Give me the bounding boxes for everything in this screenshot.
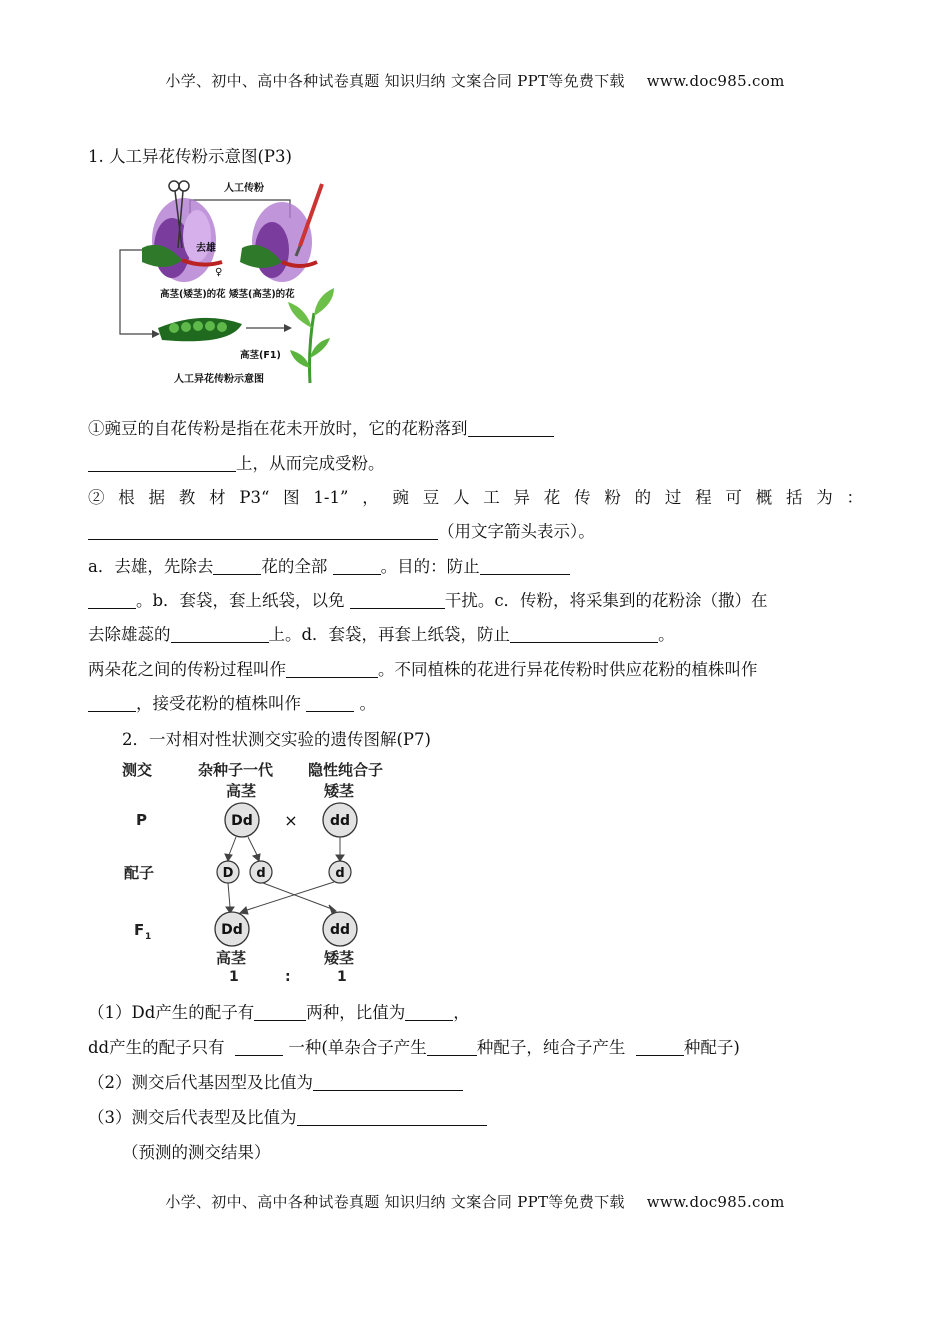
s1-step-c — [88, 624, 863, 646]
col-recessive: 隐性纯合子 — [308, 761, 384, 779]
text: 去除雄蕊的 — [88, 625, 171, 644]
s1-q2-line1: ②根据教材P3“图1-1”，豌豆人工异花传粉的过程可概括为： — [88, 488, 863, 507]
text: 。b．套袋，套上纸袋，以免 — [136, 591, 345, 610]
pollination-figure — [112, 178, 342, 390]
blank[interactable] — [171, 625, 269, 643]
blank[interactable] — [350, 591, 445, 609]
col-hybrid: 杂种子一代 — [198, 761, 274, 779]
header-text: 小学、初中、高中各种试卷真题 知识归纳 文案合同 PPT等免费下载 — [165, 72, 625, 90]
blank[interactable] — [88, 694, 136, 712]
blank[interactable] — [427, 1038, 477, 1056]
s1-q1-line2 — [88, 453, 863, 475]
page-footer — [0, 1191, 950, 1212]
col-testcross: 测交 — [122, 761, 153, 779]
text: a．去雄，先除去 — [88, 557, 214, 576]
page-header — [0, 70, 950, 91]
blank[interactable] — [286, 660, 378, 678]
p1-genotype: Dd — [231, 813, 253, 829]
gamete-D-label: D — [222, 866, 234, 881]
row-f1-sub: 1 — [145, 932, 152, 942]
female-symbol: ♀ — [215, 267, 223, 278]
text: 。 — [359, 694, 376, 713]
pollination-illustration — [112, 178, 342, 390]
text: 。 — [658, 625, 675, 644]
text: 。不同植株的花进行异花传粉时供应花粉的植株叫作 — [378, 660, 758, 679]
p2-phenotype: 矮茎 — [324, 782, 355, 800]
blank[interactable] — [405, 1003, 453, 1021]
s2-q1-line1 — [88, 1002, 863, 1024]
blank[interactable] — [213, 557, 261, 575]
blank[interactable] — [313, 1073, 463, 1091]
blank[interactable] — [254, 1003, 306, 1021]
blank[interactable] — [636, 1038, 684, 1056]
text: ，接受花粉的植株叫作 — [136, 694, 301, 713]
p2-genotype: dd — [329, 813, 351, 829]
footer-text: 小学、初中、高中各种试卷真题 知识归纳 文案合同 PPT等免费下载 — [165, 1193, 625, 1211]
ratio-b: 1 — [337, 969, 347, 985]
text: 。目的：防止 — [380, 557, 480, 576]
p1-phenotype: 高茎 — [226, 782, 257, 800]
label-f1-tall: 高茎(F1) — [240, 350, 281, 361]
row-p: P — [136, 811, 147, 829]
s1-step-b — [88, 590, 863, 612]
testcross-svg — [112, 755, 412, 987]
section1-title: 1. 人工异花传粉示意图(P3) — [88, 147, 292, 166]
section2-title: 2．一对相对性状测交实验的遗传图解(P7) — [122, 730, 431, 749]
text: 一种(单杂合子产生 — [288, 1038, 427, 1057]
figure-caption: 人工异花传粉示意图 — [174, 374, 264, 385]
ratio-a: 1 — [229, 969, 239, 985]
f1b-phenotype: 矮茎 — [324, 949, 355, 967]
cross-symbol: × — [284, 811, 298, 830]
blank[interactable] — [235, 1038, 283, 1056]
text: 上。d．套袋，再套上纸袋，防止 — [268, 625, 511, 644]
s1-q1-text-b: 上，从而完成受粉。 — [236, 454, 385, 473]
text: 花的全部 — [261, 557, 328, 576]
f1b-genotype: dd — [329, 922, 351, 938]
s2-q3 — [88, 1107, 863, 1129]
s2-note: （预测的测交结果） — [122, 1143, 271, 1162]
blank[interactable] — [468, 419, 554, 437]
f1a-phenotype: 高茎 — [216, 949, 247, 967]
s1-line-e — [88, 659, 863, 681]
label-castration: 去雄 — [196, 243, 216, 254]
text: 两种，比值为 — [306, 1003, 406, 1022]
text: 干扰。c．传粉，将采集到的花粉涂（撒）在 — [444, 591, 768, 610]
ratio-colon: : — [285, 969, 291, 985]
s2-q2 — [88, 1072, 863, 1094]
text: 两朵花之间的传粉过程叫作 — [88, 660, 286, 679]
header-site: www.doc985.com — [646, 72, 785, 90]
blank[interactable] — [88, 522, 438, 540]
text: （3）测交后代表型及比值为 — [88, 1108, 297, 1127]
gamete-d1-label: d — [256, 866, 266, 881]
blank[interactable] — [88, 454, 236, 472]
text: ， — [453, 1003, 470, 1022]
text: 种配子，纯合子产生 — [476, 1038, 626, 1057]
testcross-diagram — [112, 755, 412, 987]
row-f1: F — [134, 921, 145, 939]
s1-step-a — [88, 556, 863, 578]
s1-q1-text-a: ①豌豆的自花传粉是指在花未开放时，它的花粉落到 — [88, 419, 468, 438]
label-artificial-pollination: 人工传粉 — [224, 183, 264, 194]
s1-line-f — [88, 693, 863, 715]
blank[interactable] — [510, 625, 658, 643]
blank[interactable] — [297, 1108, 487, 1126]
gamete-d2-label: d — [335, 866, 345, 881]
s1-q2-text-b: （用文字箭头表示）。 — [438, 522, 595, 541]
text: （1）Dd产生的配子有 — [88, 1003, 255, 1022]
blank[interactable] — [306, 694, 354, 712]
f1a-genotype: Dd — [221, 922, 243, 938]
blank[interactable] — [333, 557, 381, 575]
s1-q1-line1 — [88, 418, 863, 440]
s1-q2-line2 — [88, 521, 863, 543]
text: dd产生的配子只有 — [88, 1038, 225, 1057]
text: （2）测交后代基因型及比值为 — [88, 1073, 313, 1092]
text: 种配子) — [683, 1038, 740, 1057]
footer-site: www.doc985.com — [646, 1193, 785, 1211]
blank[interactable] — [88, 591, 136, 609]
row-gamete: 配子 — [124, 864, 155, 882]
s2-q1-line2 — [88, 1037, 863, 1059]
label-flowers: 高茎(矮茎)的花 矮茎(高茎)的花 — [160, 289, 295, 300]
blank[interactable] — [480, 557, 570, 575]
